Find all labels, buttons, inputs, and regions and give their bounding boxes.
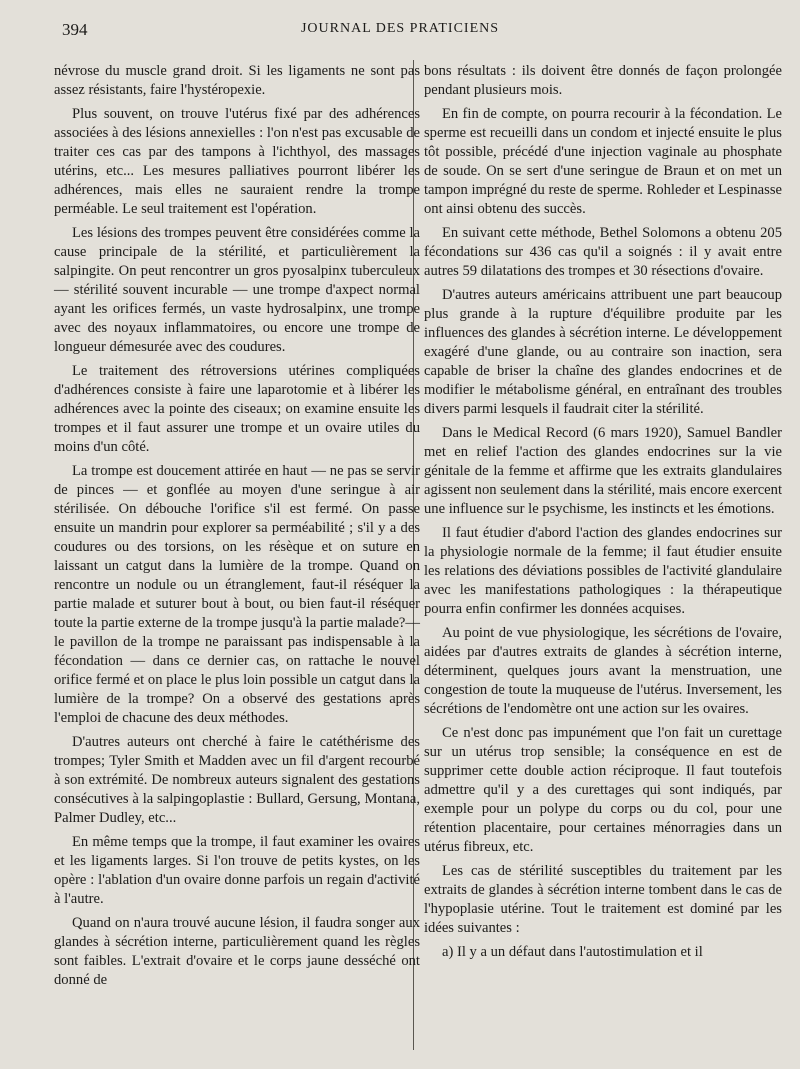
paragraph: Quand on n'aura trouvé aucune lésion, il faudra songer aux glandes à sécrétion interne, particulièrement quand les règles sont faibles. L'extrait d'ovaire et le corps jaune desséché ont donné de bbox=[54, 915, 420, 988]
paragraph: névrose du muscle grand droit. Si les ligaments ne sont pas assez résistants, faire l'hystéropexie. bbox=[54, 63, 420, 98]
paragraph: Dans le Medical Record (6 mars 1920), Samuel Bandler met en relief l'action des glandes endocrines sur la vie génitale de la femme et affirme que les extraits glandulaires agissent non seulement dans la stérilité, mais encore exercent une influence sur le psychisme, les instincts et les émotions. bbox=[424, 425, 782, 517]
paragraph: En même temps que la trompe, il faut examiner les ovaires et les ligaments larges. Si l'on trouve de petits kystes, on les opère : l'ablation d'un ovaire donne parfois un regain d'activité à l'autre. bbox=[54, 834, 420, 907]
paragraph: bons résultats : ils doivent être donnés de façon prolongée pendant plusieurs mois. bbox=[424, 63, 782, 98]
paragraph: a) Il y a un défaut dans l'autostimulation et il bbox=[442, 944, 703, 960]
paragraph: Au point de vue physiologique, les sécrétions de l'ovaire, aidées par d'autres extraits de glandes à sécrétion interne, déterminent, quelques jours avant la menstruation, une congestion de toute la muqueuse de l'utérus. Inversement, les sécrétions de l'endomètre ont une action sur les ovaires. bbox=[424, 625, 782, 717]
left-column bbox=[54, 62, 420, 995]
page-header bbox=[0, 18, 800, 44]
journal-title: JOURNAL DES PRATICIENS bbox=[300, 21, 500, 36]
paragraph: Les cas de stérilité susceptibles du traitement par les extraits de glandes à sécrétion interne tombent dans le cas de l'hypoplasie utérine. Tout le traitement est dominé par les idées suivantes : bbox=[424, 863, 782, 936]
paragraph: En suivant cette méthode, Bethel Solomons a obtenu 205 fécondations sur 436 cas qu'il a soignés : il y avait entre autres 59 dilatations des trompes et 30 résections d'ovaire. bbox=[424, 225, 782, 279]
right-column bbox=[424, 62, 782, 967]
paragraph: D'autres auteurs américains attribuent une part beaucoup plus grande à la rupture d'équilibre produite par les influences des glandes à sécrétion interne. Le développement exagéré d'une glande, ou au contraire son inaction, sera capable de briser la chaîne des glandes endocrines et de modifier le métabolisme général, en entraînant des troubles divers parmi lesquels il faudrait citer la stérilité. bbox=[424, 287, 782, 417]
page-number: 394 bbox=[62, 20, 88, 39]
paragraph: La trompe est doucement attirée en haut — ne pas se servir de pinces — et gonflée au moyen d'une seringue à air stérilisée. On débouche l'orifice s'il est fermé. On passe ensuite un mandrin pour explorer sa perméabilité ; s'il y a des coudures ou des torsions, on les résèque et on suture en laissant un catgut dans la lumière de la trompe. Quand on rencontre un nodule ou un étranglement, faut-il réséquer la partie malade et suturer bout à bout, ou bien faut-il réséquer toute la partie externe de la trompe jusqu'à la partie malade?— le pavillon de la trompe ne paraissant pas indispensable à la fécondation — dans ce dernier cas, on rattache le nouvel orifice fermé et on place le plus loin possible un catgut dans la lumière de la trompe? On a observé des gestations après l'emploi de chacune des deux méthodes. bbox=[54, 463, 420, 726]
paragraph: Les lésions des trompes peuvent être considérées comme la cause principale de la stérilité, et particulièrement la salpingite. On peut rencontrer un gros pyosalpinx tuberculeux — stérilité souvent incurable — une trompe d'axpect normal ayant les orifices fermés, un vaste hydrosalpinx, une trompe avec des noyaux inflammatoires, ou encore une trompe de longueur démesurée avec des coudures. bbox=[54, 225, 420, 355]
paragraph: En fin de compte, on pourra recourir à la fécondation. Le sperme est recueilli dans un condom et injecté ensuite le plus tôt possible, précédé d'une injection vaginale au phosphate de soude. On se sert d'une seringue de Braun et on met un tampon imprégné du reste de sperme. Rohleder et Lespinasse ont ainsi obtenu des succès. bbox=[424, 106, 782, 217]
paragraph: Le traitement des rétroversions utérines compliquées d'adhérences consiste à faire une laparotomie et à libérer les adhérences avec la pointe des ciseaux; on examine ensuite les trompes et il faut assurer une trompe et un ovaire utiles du moins d'un côté. bbox=[54, 363, 420, 455]
paragraph: Il faut étudier d'abord l'action des glandes endocrines sur la physiologie normale de la femme; il faut étudier ensuite les relations des déviations possibles de l'activité glandulaire avec les manifestations pathologiques : la thérapeutique pourra enfin confirmer les données acquises. bbox=[424, 525, 782, 617]
paragraph: Ce n'est donc pas impunément que l'on fait un curettage sur un utérus trop sensible; la conséquence en est de supprimer cette double action réciproque. Il faut toutefois admettre qu'il y a des curettages qui sont indiqués, par exemple pour un polype du corps ou du col, pour une rétention placentaire, pour certaines ménorragies dans un utérus fibreux, etc. bbox=[424, 725, 782, 855]
paragraph: D'autres auteurs ont cherché à faire le catéthérisme des trompes; Tyler Smith et Madden avec un fil d'argent recourbé à son extrémité. De nombreux auteurs signalent des gestations consécutives à la salpingoplastie : Bullard, Gersung, Montana, Palmer Dudley, etc... bbox=[54, 734, 420, 826]
paragraph: Plus souvent, on trouve l'utérus fixé par des adhérences associées à des lésions annexielles : l'on n'est pas excusable de traiter ces cas par des tampons à l'ichthyol, des massages utérins, etc... Les mesures palliatives pourront libérer les adhérences, mais elles ne sauraient rendre la trompe perméable. Le seul traitement est l'opération. bbox=[54, 106, 420, 217]
